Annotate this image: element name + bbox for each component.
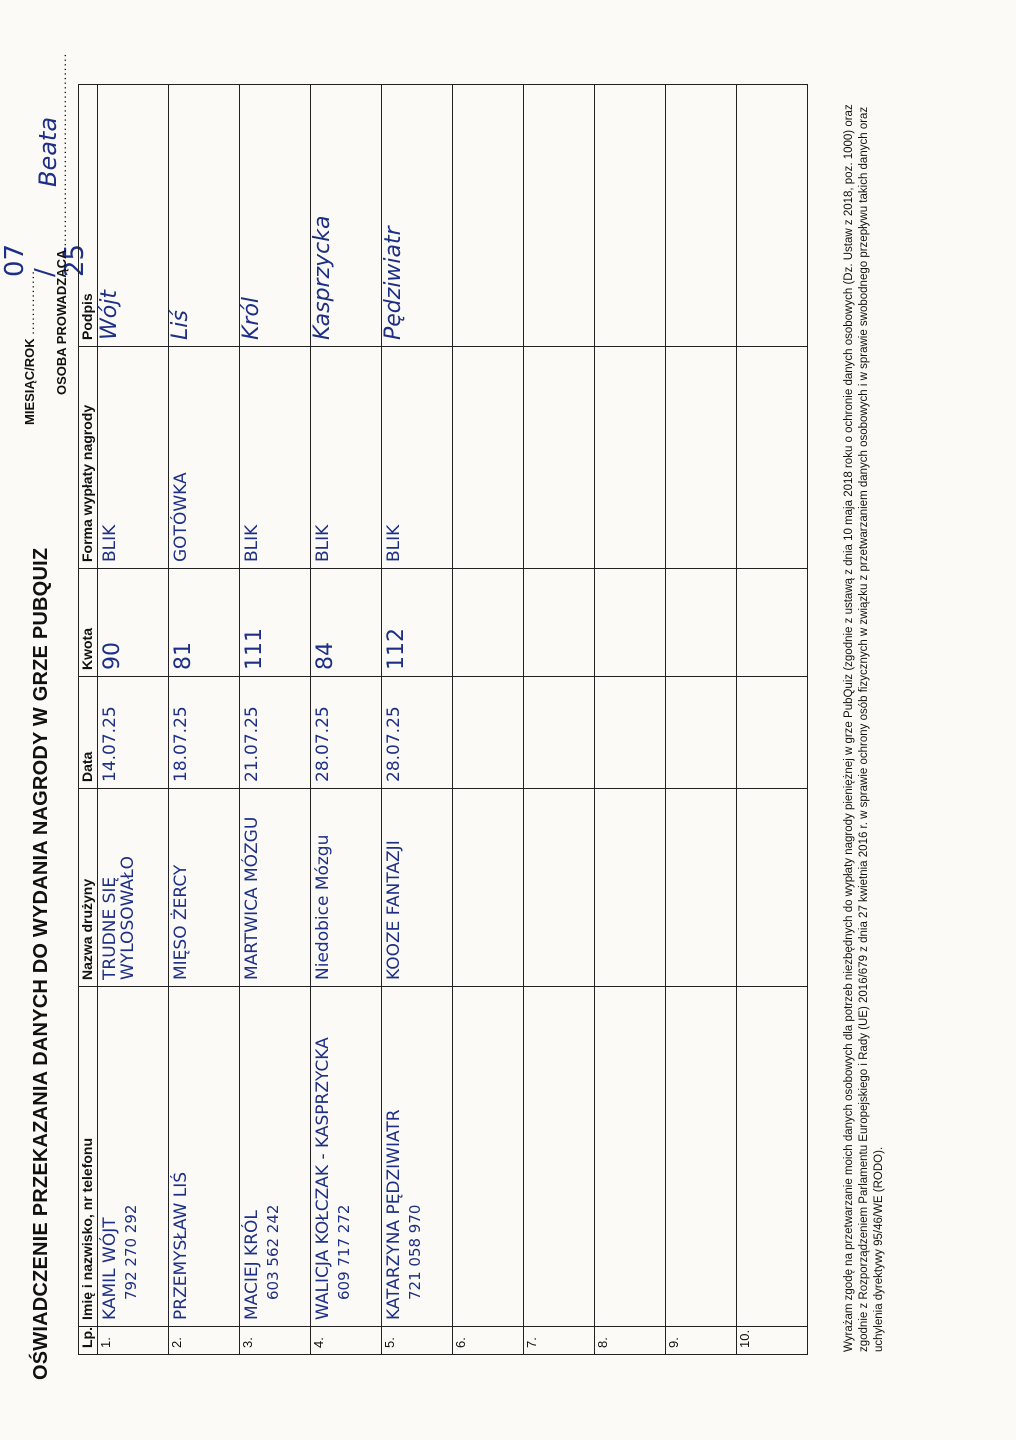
table-row [524, 85, 595, 1355]
amount-value: 112 [384, 628, 409, 670]
payment-method: BLIK [242, 524, 262, 562]
date-cell [595, 677, 666, 789]
amount-value: 84 [313, 642, 338, 670]
participant-name: WALICJA KOŁCZAK - KASPRZYCKA [313, 1037, 333, 1320]
signature-cell [595, 85, 666, 347]
participant-phone: 609 717 272 [335, 1204, 353, 1300]
row-number-cell: 5. [382, 1327, 453, 1355]
date-cell [737, 677, 808, 789]
team-name: MIĘSO ŻERCY [171, 864, 191, 980]
date-value: 28.07.25 [384, 706, 404, 782]
date-cell [169, 677, 240, 789]
team-name [453, 795, 456, 980]
participant-phone [740, 993, 743, 1320]
date-value: 21.07.25 [242, 706, 262, 782]
table-row [311, 85, 382, 1355]
name-phone-cell [169, 987, 240, 1327]
row-number-cell: 1. [98, 1327, 169, 1355]
name-phone-cell [737, 987, 808, 1327]
payment-cell [98, 347, 169, 569]
participant-phone [598, 993, 601, 1320]
prize-table [78, 84, 808, 1355]
payment-method [666, 353, 669, 562]
team-name [737, 795, 740, 980]
participant-name: PRZEMYSŁAW LIŚ [171, 1171, 191, 1320]
amount-value [737, 575, 740, 670]
month-year-value: 07 / 25 [0, 243, 90, 277]
date-cell [382, 677, 453, 789]
amount-value: 81 [171, 642, 196, 670]
payment-method [453, 353, 456, 562]
payment-cell [169, 347, 240, 569]
table-row [382, 85, 453, 1355]
signature: Król [239, 296, 264, 340]
payment-cell [737, 347, 808, 569]
team-name: KOOZE FANTAZJI [384, 840, 404, 980]
participant-phone: 721 058 970 [406, 1204, 424, 1300]
signature: Liś [168, 310, 193, 340]
team-name: Niedobice Mózgu [313, 834, 333, 980]
signature: Pędziwiatr [381, 226, 406, 340]
signature-cell [453, 85, 524, 347]
date-value [666, 683, 669, 782]
signature-cell [98, 85, 169, 347]
amount-cell [737, 569, 808, 677]
column-header-lp: Lp. [79, 1327, 98, 1355]
payment-method: GOTÓWKA [171, 472, 191, 562]
lead-person-value: Beata [34, 116, 62, 187]
name-phone-cell [666, 987, 737, 1327]
signature-cell [737, 85, 808, 347]
participant-phone [527, 993, 530, 1320]
amount-cell [240, 569, 311, 677]
team-cell [524, 789, 595, 987]
column-header-signature: Podpis [79, 85, 98, 347]
team-cell [240, 789, 311, 987]
team-name [666, 795, 669, 980]
date-cell [98, 677, 169, 789]
date-cell [524, 677, 595, 789]
name-phone-cell [311, 987, 382, 1327]
signature [666, 91, 669, 340]
payment-cell [666, 347, 737, 569]
column-header-payment: Forma wypłaty nagrody [79, 347, 98, 569]
date-value: 18.07.25 [171, 706, 191, 782]
amount-cell [169, 569, 240, 677]
column-header-team: Nazwa drużyny [79, 789, 98, 987]
amount-cell [666, 569, 737, 677]
signature-cell [169, 85, 240, 347]
team-cell [453, 789, 524, 987]
signature-cell [311, 85, 382, 347]
team-name [524, 795, 527, 980]
table-row [169, 85, 240, 1355]
date-cell [240, 677, 311, 789]
row-number-cell: 9. [666, 1327, 737, 1355]
participant-phone [669, 993, 672, 1320]
name-phone-cell [98, 987, 169, 1327]
signature: Kasprzycka [310, 215, 335, 340]
row-number-cell: 2. [169, 1327, 240, 1355]
payment-cell [453, 347, 524, 569]
team-cell [737, 789, 808, 987]
signature: Wójt [97, 290, 122, 340]
consent-statement: Wyrażam zgodę na przetwarzanie moich danych osobowych dla potrzeb niezbędnych do wypłaty nagrody pieniężnej w grze PubQuiz (zgodnie z ustawą z dnia 10 maja 2018 roku o ochronie danych osobowych (Dz. Ustaw z 2018, poz. 1000) oraz zgodnie z Rozporządzeniem Parlamentu Europejskiego i Rady (UE) 2016/679 z dnia 27 kwietnia 2016 r. w sprawie ochrony osób fizycznych w związku z przetwarzaniem danych osobowych i w sprawie swobodnego przepływu takich danych oraz uchylenia dyrektywy 95/46/WE (RODO). [843, 104, 885, 1352]
team-cell [382, 789, 453, 987]
participant-phone [456, 993, 459, 1320]
row-number-cell: 4. [311, 1327, 382, 1355]
name-phone-cell [240, 987, 311, 1327]
name-phone-cell [453, 987, 524, 1327]
date-value [737, 683, 740, 782]
date-cell [453, 677, 524, 789]
signature-cell [666, 85, 737, 347]
payment-cell [595, 347, 666, 569]
row-number-cell: 8. [595, 1327, 666, 1355]
amount-value [453, 575, 456, 670]
date-value: 14.07.25 [100, 706, 120, 782]
table-row [98, 85, 169, 1355]
name-phone-cell [524, 987, 595, 1327]
team-cell [98, 789, 169, 987]
signature [524, 91, 527, 340]
lead-person-dots: .......................................... [54, 52, 69, 247]
amount-cell [98, 569, 169, 677]
amount-value [666, 575, 669, 670]
lead-person-label: OSOBA PROWADZĄCA [54, 250, 69, 395]
payment-method: BLIK [313, 524, 333, 562]
table-row [240, 85, 311, 1355]
payment-cell [524, 347, 595, 569]
table-row [453, 85, 524, 1355]
column-header-date: Data [79, 677, 98, 789]
team-cell [595, 789, 666, 987]
payment-cell [240, 347, 311, 569]
amount-value [595, 575, 598, 670]
date-cell [311, 677, 382, 789]
payment-method: BLIK [384, 524, 404, 562]
month-year-dots: .............. [22, 270, 37, 335]
participant-phone: 603 562 242 [264, 1204, 282, 1300]
row-number-cell: 6. [453, 1327, 524, 1355]
team-name [595, 795, 598, 980]
signature-cell [382, 85, 453, 347]
participant-name: MACIEJ KRÓL [242, 1210, 262, 1320]
row-number-cell: 10. [737, 1327, 808, 1355]
signature-cell [524, 85, 595, 347]
date-value [453, 683, 456, 782]
signature [595, 91, 598, 340]
amount-cell [595, 569, 666, 677]
amount-value: 90 [100, 642, 125, 670]
participant-phone: 792 270 292 [122, 1204, 140, 1300]
row-number-cell: 3. [240, 1327, 311, 1355]
payment-method [595, 353, 598, 562]
signature [737, 91, 740, 340]
row-number-cell: 7. [524, 1327, 595, 1355]
payment-method [524, 353, 527, 562]
amount-value [524, 575, 527, 670]
signature-cell [240, 85, 311, 347]
team-cell [169, 789, 240, 987]
team-name: MARTWICA MÓZGU [242, 816, 262, 980]
team-name: TRUDNE SIĘ WYLOSOWAŁO [100, 855, 138, 980]
amount-cell [524, 569, 595, 677]
table-header-row [79, 85, 98, 1355]
team-cell [666, 789, 737, 987]
team-cell [311, 789, 382, 987]
amount-cell [453, 569, 524, 677]
document-title: OŚWIADCZENIE PRZEKAZANIA DANYCH DO WYDANIA NAGRODY W GRZE PUBQUIZ [30, 547, 52, 1380]
name-phone-cell [382, 987, 453, 1327]
payment-method [737, 353, 740, 562]
table-row [666, 85, 737, 1355]
month-year-label: MIESIĄC/ROK [22, 338, 37, 425]
date-value [524, 683, 527, 782]
table-row [737, 85, 808, 1355]
signature [453, 91, 456, 340]
amount-cell [382, 569, 453, 677]
date-value: 28.07.25 [313, 706, 333, 782]
column-header-amount: Kwota [79, 569, 98, 677]
amount-value: 111 [242, 628, 267, 670]
participant-name: KAMIL WÓJT [100, 1217, 120, 1320]
payment-method: BLIK [100, 524, 120, 562]
column-header-name: Imię i nazwisko, nr telefonu [79, 987, 98, 1327]
payment-cell [311, 347, 382, 569]
amount-cell [311, 569, 382, 677]
lead-person-field [34, 52, 69, 395]
name-phone-cell [595, 987, 666, 1327]
date-value [595, 683, 598, 782]
participant-name: KATARZYNA PĘDZIWIATR [384, 1109, 404, 1320]
table-row [595, 85, 666, 1355]
date-cell [666, 677, 737, 789]
payment-cell [382, 347, 453, 569]
